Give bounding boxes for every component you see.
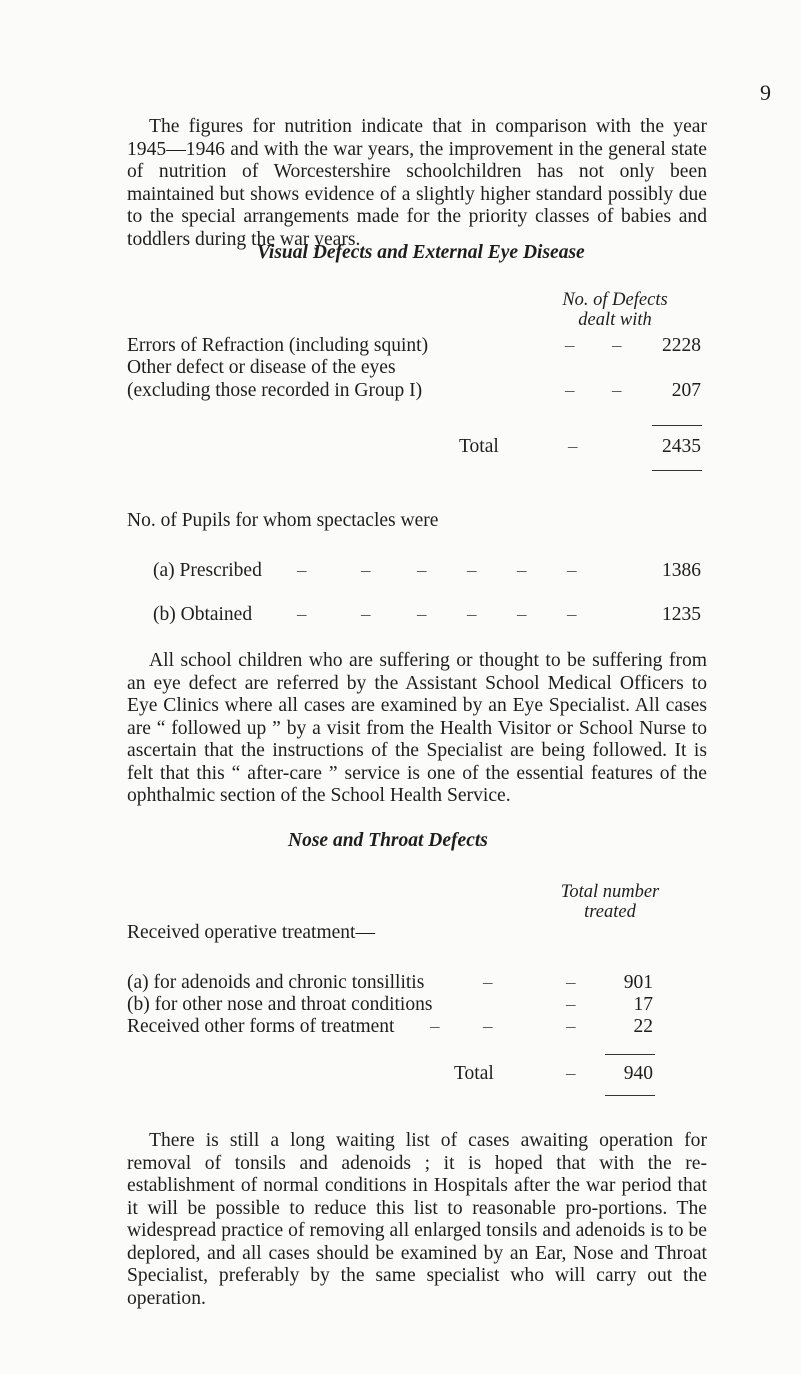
obtained-value: 1235	[662, 604, 701, 625]
nose-column-header	[525, 882, 695, 922]
refraction-label: Errors of Refraction (including squint)	[127, 335, 429, 356]
visual-paragraph: All school children who are suffering or thought to be suffering from an eye defect are referred by the Assistant School Medical Officers to Eye Clinics where all cases are examined by an Eye Specialist. All cases are “ followed up ” by a visit from the Health Visitor or School Nurse to ascertain that the instructions of the Specialist are being followed. It is felt that this “ after-care ” service is one of the essential features of the ophthalmic section of the School Health Service.	[127, 650, 707, 806]
dash: –	[517, 560, 527, 581]
dash: –	[430, 1016, 440, 1037]
other-defect-label-line1: Other defect or disease of the eyes	[127, 357, 396, 378]
other-defect-value: 207	[671, 380, 701, 401]
intro-paragraph: The figures for nutrition indicate that in comparison with the year 1945—1946 and with the war years, the improvement in the general state of nutrition of Worcestershire schoolchildren has not only been maintained but shows evidence of a slightly higher standard possibly due to the special arrangements made for the priority classes of babies and toddlers during the war years.	[127, 116, 707, 250]
dash: –	[612, 335, 622, 356]
page-number: 9	[760, 80, 771, 105]
dash: –	[297, 560, 307, 581]
divider	[652, 425, 702, 426]
visual-column-header-line1: No. of Defects	[562, 290, 668, 310]
dash: –	[568, 436, 578, 457]
visual-column-header	[530, 290, 700, 330]
dash: –	[565, 335, 575, 356]
refraction-value: 2228	[662, 335, 701, 356]
closing-paragraph: There is still a long waiting list of cases awaiting operation for removal of tonsils and adenoids ; it is hoped that with the re-establishment of normal conditions in Hospitals after the war period that it will be possible to reduce this list to reasonable pro-portions. The widespread practice of removing all enlarged tonsils and adenoids is to be deplored, and all cases should be examined by an Ear, Nose and Throat Specialist, preferably by the same specialist who will carry out the operation.	[127, 1130, 707, 1309]
dash: –	[566, 972, 576, 993]
nose-column-header-line1: Total number	[560, 882, 660, 902]
prescribed-value: 1386	[662, 560, 701, 581]
other-nose-throat-value: 17	[633, 994, 653, 1015]
spectacles-label: No. of Pupils for whom spectacles were	[127, 510, 439, 531]
adenoids-value: 901	[623, 972, 653, 993]
dash: –	[467, 560, 477, 581]
nose-column-header-line2: treated	[584, 902, 636, 922]
dash: –	[567, 560, 577, 581]
nose-total-value: 940	[623, 1063, 653, 1084]
divider	[605, 1095, 655, 1096]
nose-total-label: Total	[454, 1063, 494, 1084]
dash: –	[467, 604, 477, 625]
other-treatment-value: 22	[633, 1016, 653, 1037]
obtained-label: (b) Obtained	[153, 604, 253, 625]
prescribed-label: (a) Prescribed	[153, 560, 262, 581]
adenoids-label: (a) for adenoids and chronic tonsillitis	[127, 972, 425, 993]
other-treatment-label: Received other forms of treatment	[127, 1016, 395, 1037]
dash: –	[612, 380, 622, 401]
other-defect-label-line2: (excluding those recorded in Group I)	[127, 380, 423, 401]
dash: –	[565, 380, 575, 401]
divider	[605, 1054, 655, 1055]
dash: –	[297, 604, 307, 625]
nose-throat-heading: Nose and Throat Defects	[288, 830, 488, 851]
dash: –	[417, 560, 427, 581]
visual-total-label: Total	[459, 436, 499, 457]
dash: –	[361, 560, 371, 581]
dash: –	[566, 1016, 576, 1037]
dash: –	[417, 604, 427, 625]
visual-column-header-line2: dealt with	[578, 310, 652, 330]
visual-total-value: 2435	[662, 436, 701, 457]
received-operative-label: Received operative treatment—	[127, 922, 375, 943]
other-nose-throat-label: (b) for other nose and throat conditions	[127, 994, 433, 1015]
visual-defects-heading: Visual Defects and External Eye Disease	[257, 242, 585, 263]
dash: –	[566, 994, 576, 1015]
dash: –	[483, 1016, 493, 1037]
divider	[652, 470, 702, 471]
dash: –	[566, 1063, 576, 1084]
dash: –	[361, 604, 371, 625]
dash: –	[483, 972, 493, 993]
dash: –	[517, 604, 527, 625]
dash: –	[567, 604, 577, 625]
